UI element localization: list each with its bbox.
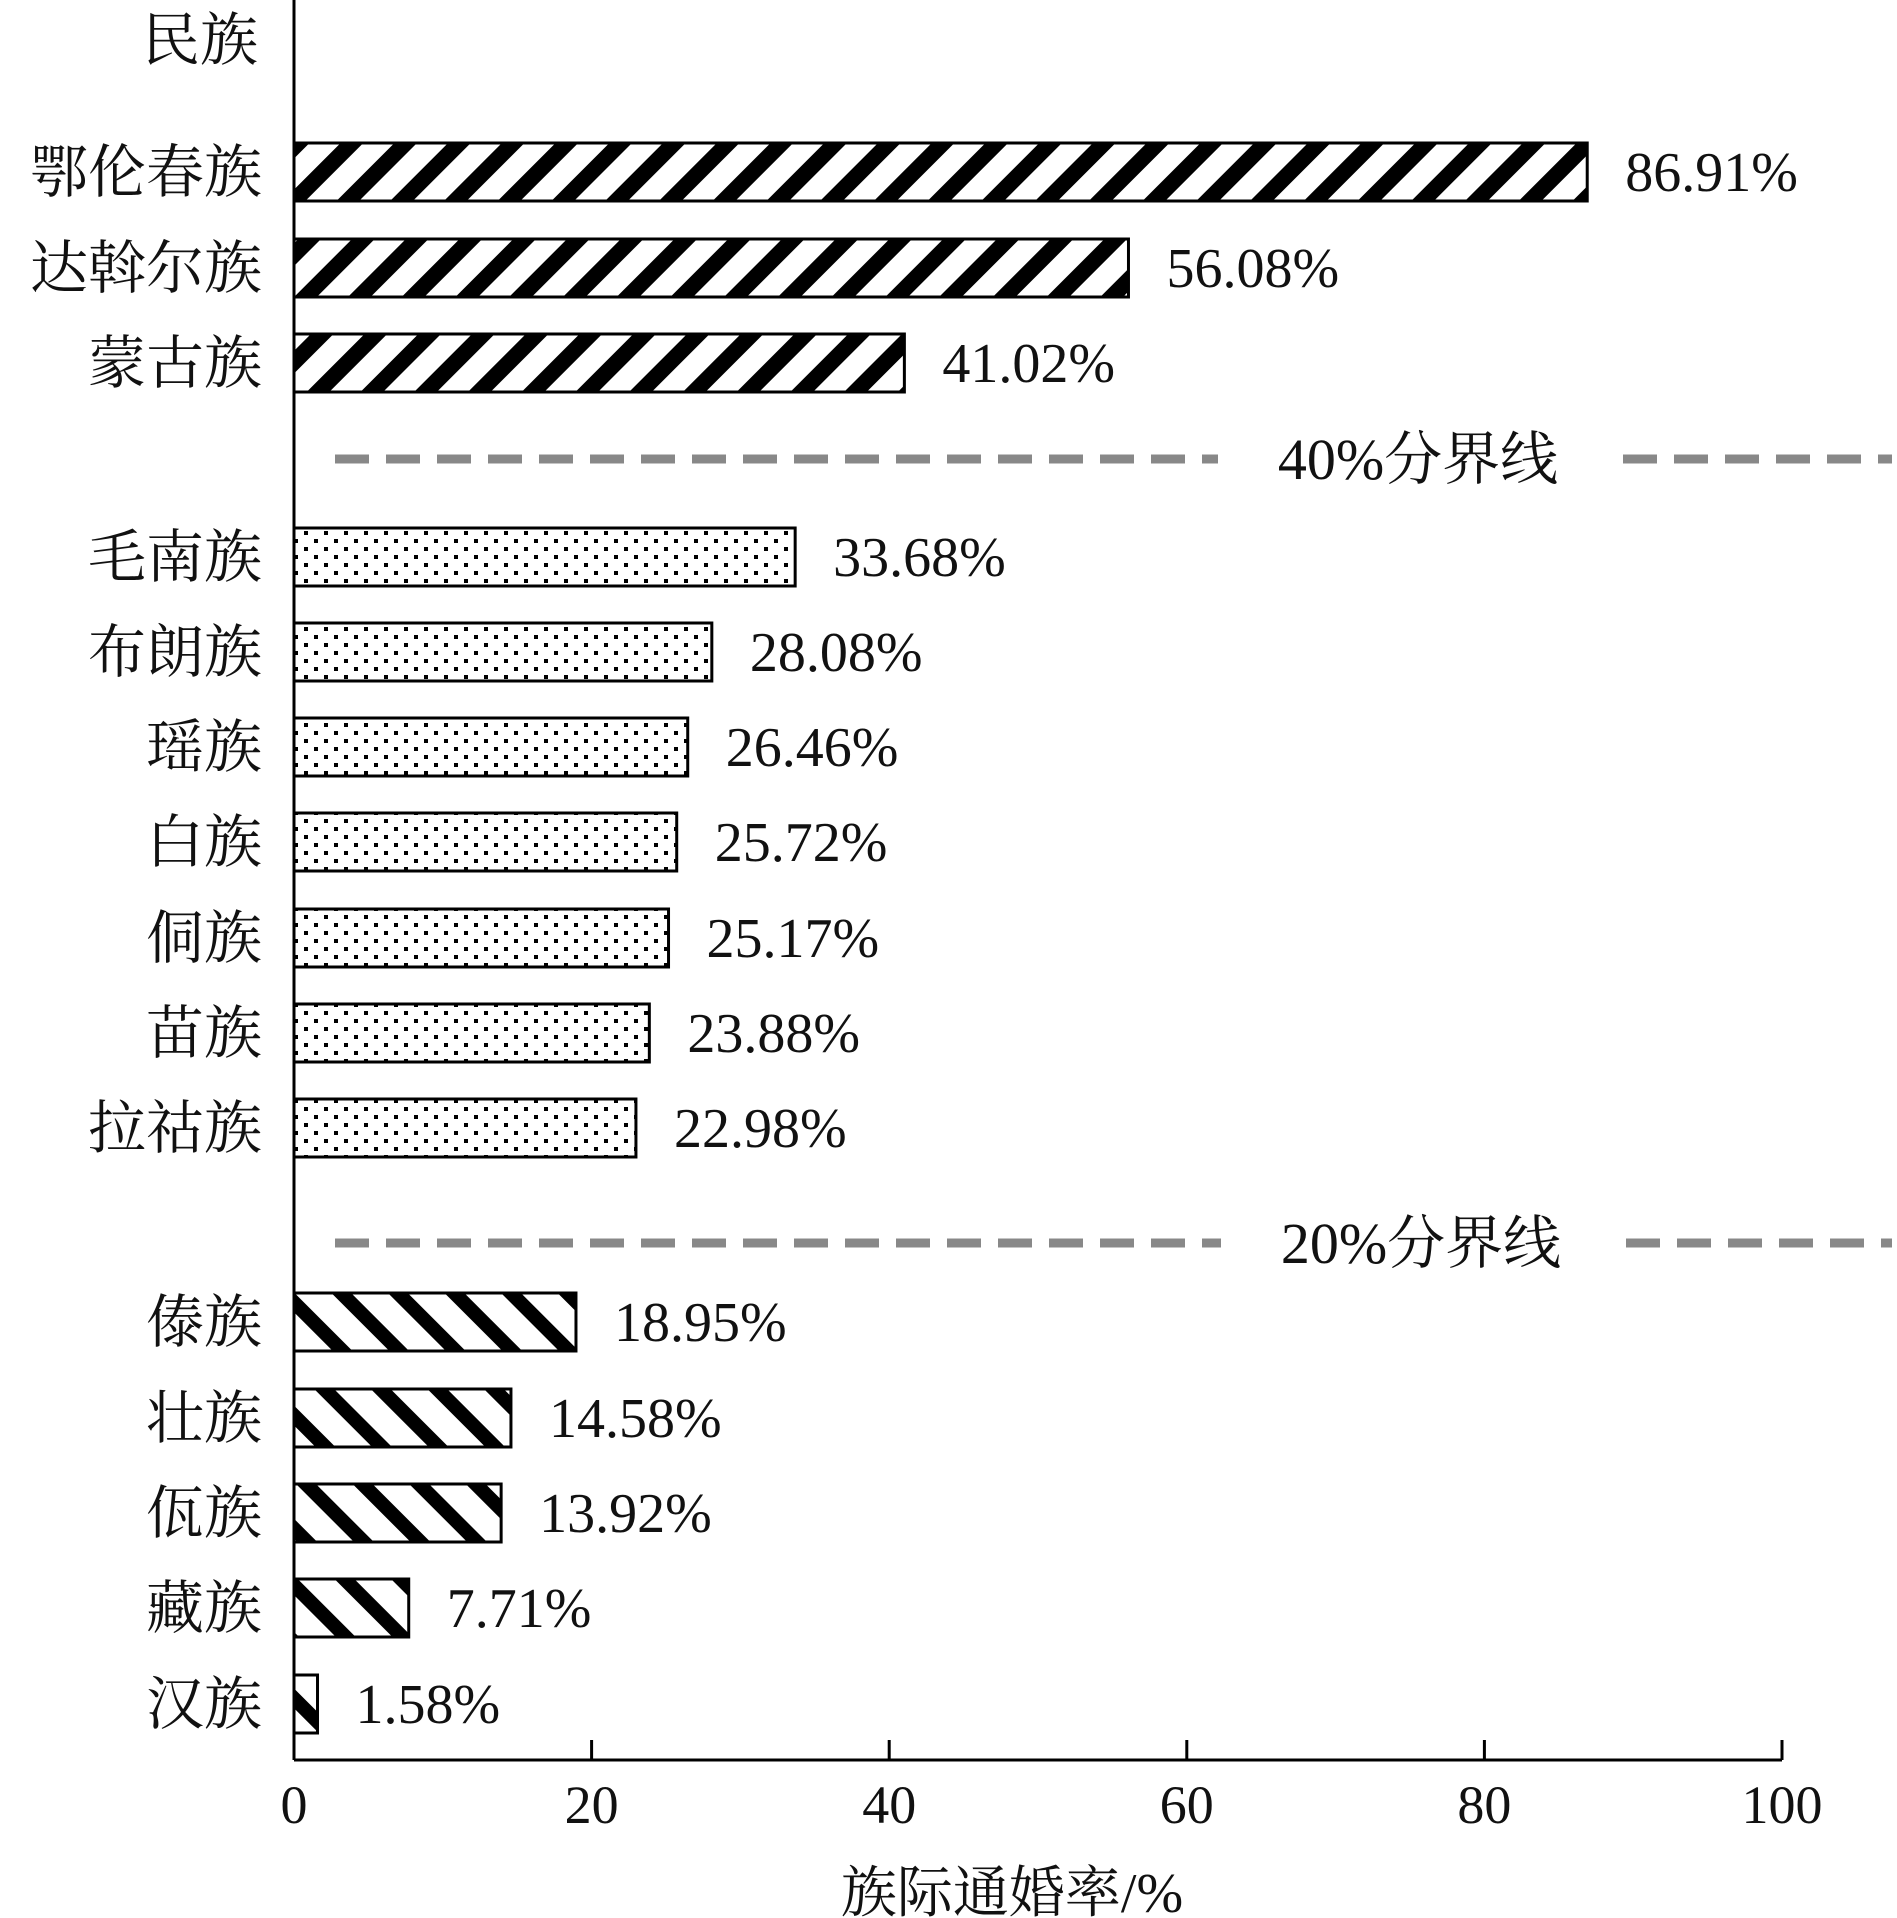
- bar-2: [294, 239, 1128, 297]
- category-label: 瑶族: [145, 715, 262, 780]
- reference-line-label: 20%分界线: [1280, 1211, 1562, 1276]
- bar-1: [294, 143, 1587, 201]
- value-label: 22.98%: [673, 1098, 847, 1160]
- x-tick-label: 80: [1457, 1775, 1512, 1835]
- bar-backward-diagonal-hatch: [294, 1484, 501, 1542]
- reference-line-40: [335, 427, 1892, 492]
- x-axis-title: 族际通婚率/%: [840, 1863, 1184, 1918]
- category-label: 佤族: [145, 1481, 262, 1546]
- bar-backward-diagonal-hatch: [294, 1579, 409, 1637]
- bars: [294, 143, 1587, 1733]
- bar-13: [294, 1484, 501, 1542]
- reference-line-label: 40%分界线: [1277, 427, 1559, 492]
- value-label: 26.46%: [725, 717, 899, 779]
- bar-forward-diagonal-hatch: [294, 334, 904, 392]
- value-label: 14.58%: [548, 1388, 722, 1450]
- value-label: 18.95%: [613, 1292, 787, 1354]
- bar-14: [294, 1579, 409, 1637]
- reference-line-20: [335, 1211, 1892, 1276]
- bar-dots: [294, 623, 712, 681]
- bar-3: [294, 334, 904, 392]
- category-label: 达斡尔族: [29, 236, 262, 301]
- bar-backward-diagonal-hatch: [294, 1389, 511, 1447]
- bar-12: [294, 1389, 511, 1447]
- category-label: 傣族: [145, 1290, 262, 1355]
- bar-15: [294, 1675, 318, 1733]
- category-label: 毛南族: [87, 525, 262, 590]
- bar-dots: [294, 1004, 649, 1062]
- category-label: 侗族: [145, 906, 262, 971]
- bar-7: [294, 813, 677, 871]
- category-label: 拉祜族: [87, 1096, 262, 1161]
- bar-dots: [294, 718, 688, 776]
- x-tick-label: 0: [280, 1775, 308, 1835]
- bar-6: [294, 718, 688, 776]
- value-label: 33.68%: [833, 527, 1006, 589]
- bar-10: [294, 1099, 636, 1157]
- bar-9: [294, 1004, 649, 1062]
- x-tick-label: 60: [1159, 1775, 1214, 1835]
- value-label: 25.72%: [714, 812, 888, 874]
- bar-backward-diagonal-hatch: [294, 1293, 576, 1351]
- bar-8: [294, 909, 669, 967]
- bar-dots: [294, 813, 677, 871]
- bar-11: [294, 1293, 576, 1351]
- category-label: 壮族: [145, 1386, 262, 1451]
- category-label: 汉族: [145, 1672, 262, 1737]
- bar-4: [294, 528, 795, 586]
- bar-forward-diagonal-hatch: [294, 239, 1128, 297]
- y-axis-title: 民族: [141, 8, 258, 73]
- bar-backward-diagonal-hatch: [294, 1675, 318, 1733]
- category-label: 白族: [145, 810, 262, 875]
- bar-5: [294, 623, 712, 681]
- category-label: 布朗族: [87, 620, 262, 685]
- value-label: 7.71%: [446, 1578, 592, 1640]
- bar-dots: [294, 1099, 636, 1157]
- value-label: 25.17%: [706, 908, 880, 970]
- value-label: 41.02%: [942, 333, 1116, 395]
- value-label: 56.08%: [1166, 238, 1340, 300]
- category-label: 苗族: [145, 1001, 262, 1066]
- bar-forward-diagonal-hatch: [294, 143, 1587, 201]
- value-label: 86.91%: [1625, 142, 1798, 204]
- x-tick-label: 20: [564, 1775, 619, 1835]
- bar-dots: [294, 528, 795, 586]
- x-tick-label: 40: [862, 1775, 917, 1835]
- value-label: 23.88%: [687, 1003, 860, 1065]
- value-label: 13.92%: [539, 1483, 712, 1545]
- value-label: 28.08%: [749, 622, 923, 684]
- category-label: 鄂伦春族: [29, 140, 262, 205]
- value-label: 1.58%: [355, 1674, 501, 1736]
- bar-dots: [294, 909, 669, 967]
- category-label: 藏族: [145, 1576, 262, 1641]
- category-label: 蒙古族: [87, 331, 262, 396]
- x-tick-label: 100: [1741, 1775, 1823, 1835]
